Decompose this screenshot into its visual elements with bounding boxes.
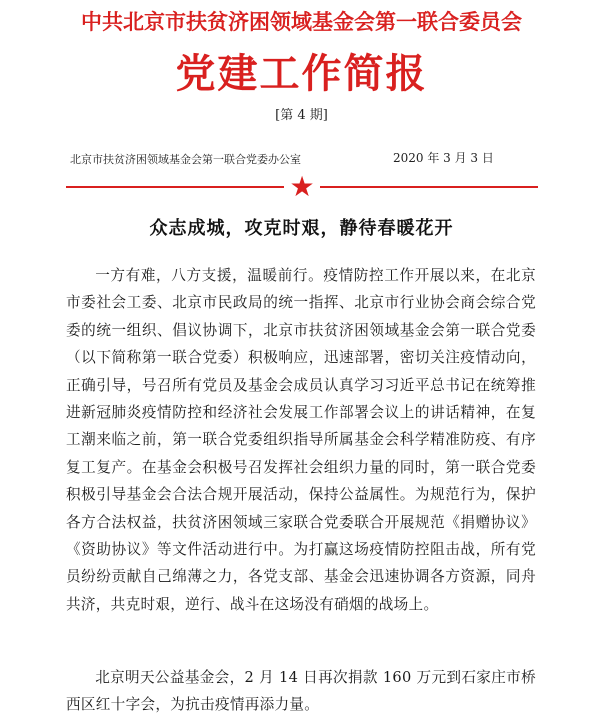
article-paragraph: 北京明天公益基金会，2 月 14 日再次捐款 160 万元到石家庄市桥西区红十字会，为抗击疫情再添力量。 <box>66 669 536 714</box>
red-divider <box>66 170 538 203</box>
divider-line-right <box>320 186 538 188</box>
organization-name: 中共北京市扶贫济困领域基金会第一联合委员会 <box>81 9 522 34</box>
star-icon: ★ <box>289 170 315 203</box>
issue-date: 2020 年 3 月 3 日 <box>393 151 494 165</box>
issuer-office: 北京市扶贫济困领域基金会第一联合党委办公室 <box>70 153 301 166</box>
bulletin-title: 党建工作简报 <box>175 50 428 97</box>
article-headline: 众志成城，攻克时艰，静待春暖花开 <box>149 218 454 239</box>
divider-line-left <box>66 186 284 188</box>
article-paragraph: 一方有难，八方支援，温暖前行。疫情防控工作开展以来，在北京市委社会工委、北京市民政局的统一指挥、北京市行业协会商会综合党委的统一组织、倡议协调下，北京市扶贫济困领域基金会第一联合党委（以下简称第一联合党委）积极响应，迅速部署，密切关注疫情动向，正确引导，号召所有党员及基金会成员认真学习习近平总书记在统筹推进新冠肺炎疫情防控和经济社会发展工作部署会议上的讲话精神，在复工潮来临之前，第一联合党委组织指导所属基金会科学精准防疫、有序复工复产。在基金会积极号召发挥社会组织力量的同时，第一联合党委积极引导基金会合法合规开展活动，保持公益属性。为规范行为，保护各方合法权益，扶贫济困领域三家联合党委联合开展规范《捐赠协议》《资助协议》等文件活动进行中。为打赢这场疫情防控阻击战，所有党员纷纷贡献自己绵薄之力，各党支部、基金会迅速协调各方资源，同舟共济，共克时艰，逆行、战斗在这场没有硝烟的战场上。 <box>66 267 536 613</box>
issue-number: [第 4 期] <box>275 108 328 123</box>
